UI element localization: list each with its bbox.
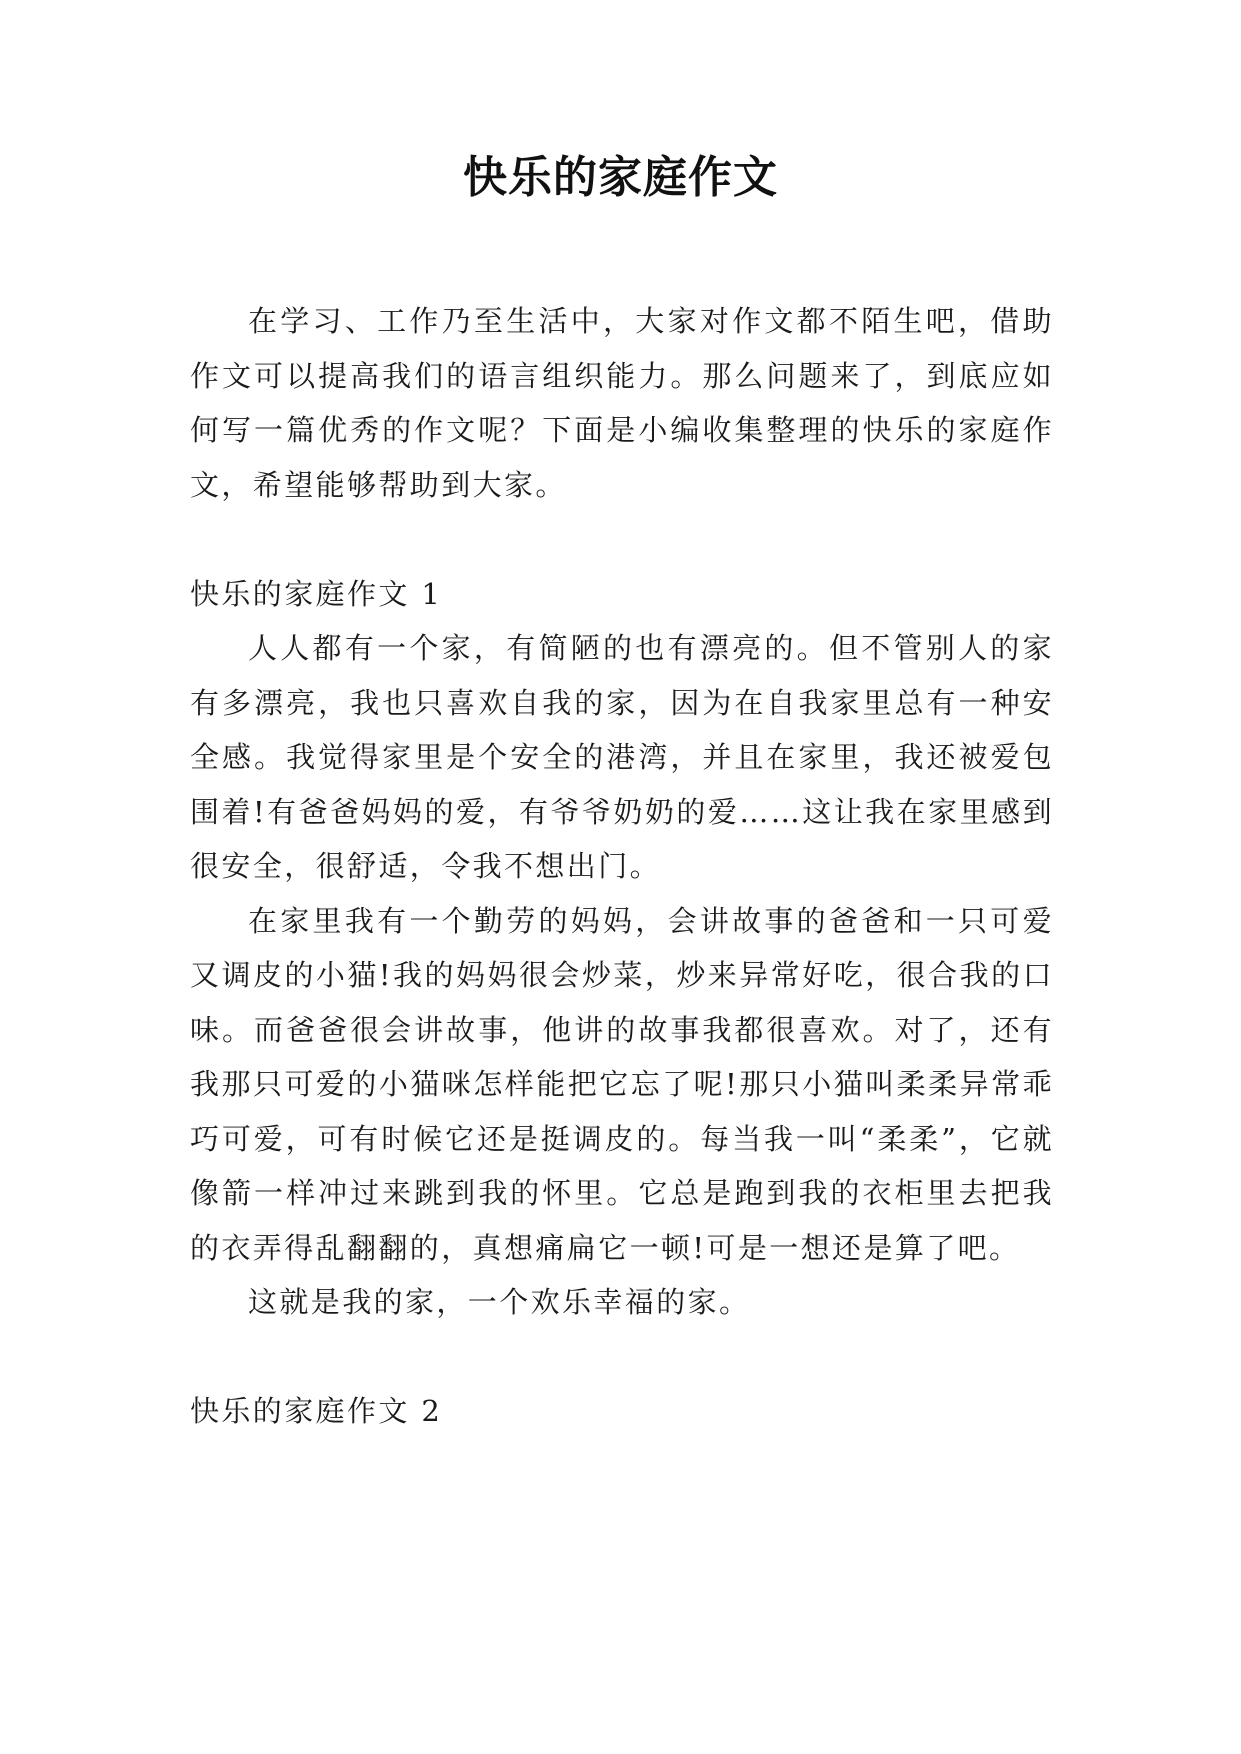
document-title: 快乐的家庭作文 — [463, 152, 778, 203]
document-body — [190, 294, 1054, 1439]
section-spacer — [190, 512, 1054, 567]
section-heading-2: 快乐的家庭作文 2 — [190, 1394, 443, 1428]
section-1-paragraph-3: 这就是我的家，一个欢乐幸福的家。 — [248, 1285, 751, 1319]
section-heading-1: 快乐的家庭作文 1 — [190, 576, 443, 611]
intro-paragraph: 在学习、工作乃至生活中，大家对作文都不陌生吧，借助作文可以提高我们的语言组织能力。那么问题来了，到底应如何写一篇优秀的作文呢？下面是小编收集整理的快乐的家庭作文，希望能够帮助到大家。 — [190, 304, 1054, 502]
section-1-paragraph-1: 人人都有一个家，有简陋的也有漂亮的。但不管别人的家有多漂亮，我也只喜欢自我的家，因为在自我家里总有一种安全感。我觉得家里是个安全的港湾，并且在家里，我还被爱包围着!有爸爸妈妈的爱，有爷爷奶奶的爱……这让我在家里感到很安全，很舒适，令我不想出门。 — [190, 631, 1054, 883]
section-spacer — [190, 1330, 1054, 1385]
section-1-paragraph-2: 在家里我有一个勤劳的妈妈，会讲故事的爸爸和一只可爱又调皮的小猫!我的妈妈很会炒菜，炒来异常好吃，很合我的口味。而爸爸很会讲故事，他讲的故事我都很喜欢。对了，还有我那只可爱的小猫咪怎样能把它忘了呢!那只小猫叫柔柔异常乖巧可爱，可有时候它还是挺调皮的。每当我一叫“柔柔”，它就像箭一样冲过来跳到我的怀里。它总是跑到我的衣柜里去把我的衣弄得乱翻翻的，真想痛扁它一顿!可是一想还是算了吧。 — [190, 903, 1054, 1265]
